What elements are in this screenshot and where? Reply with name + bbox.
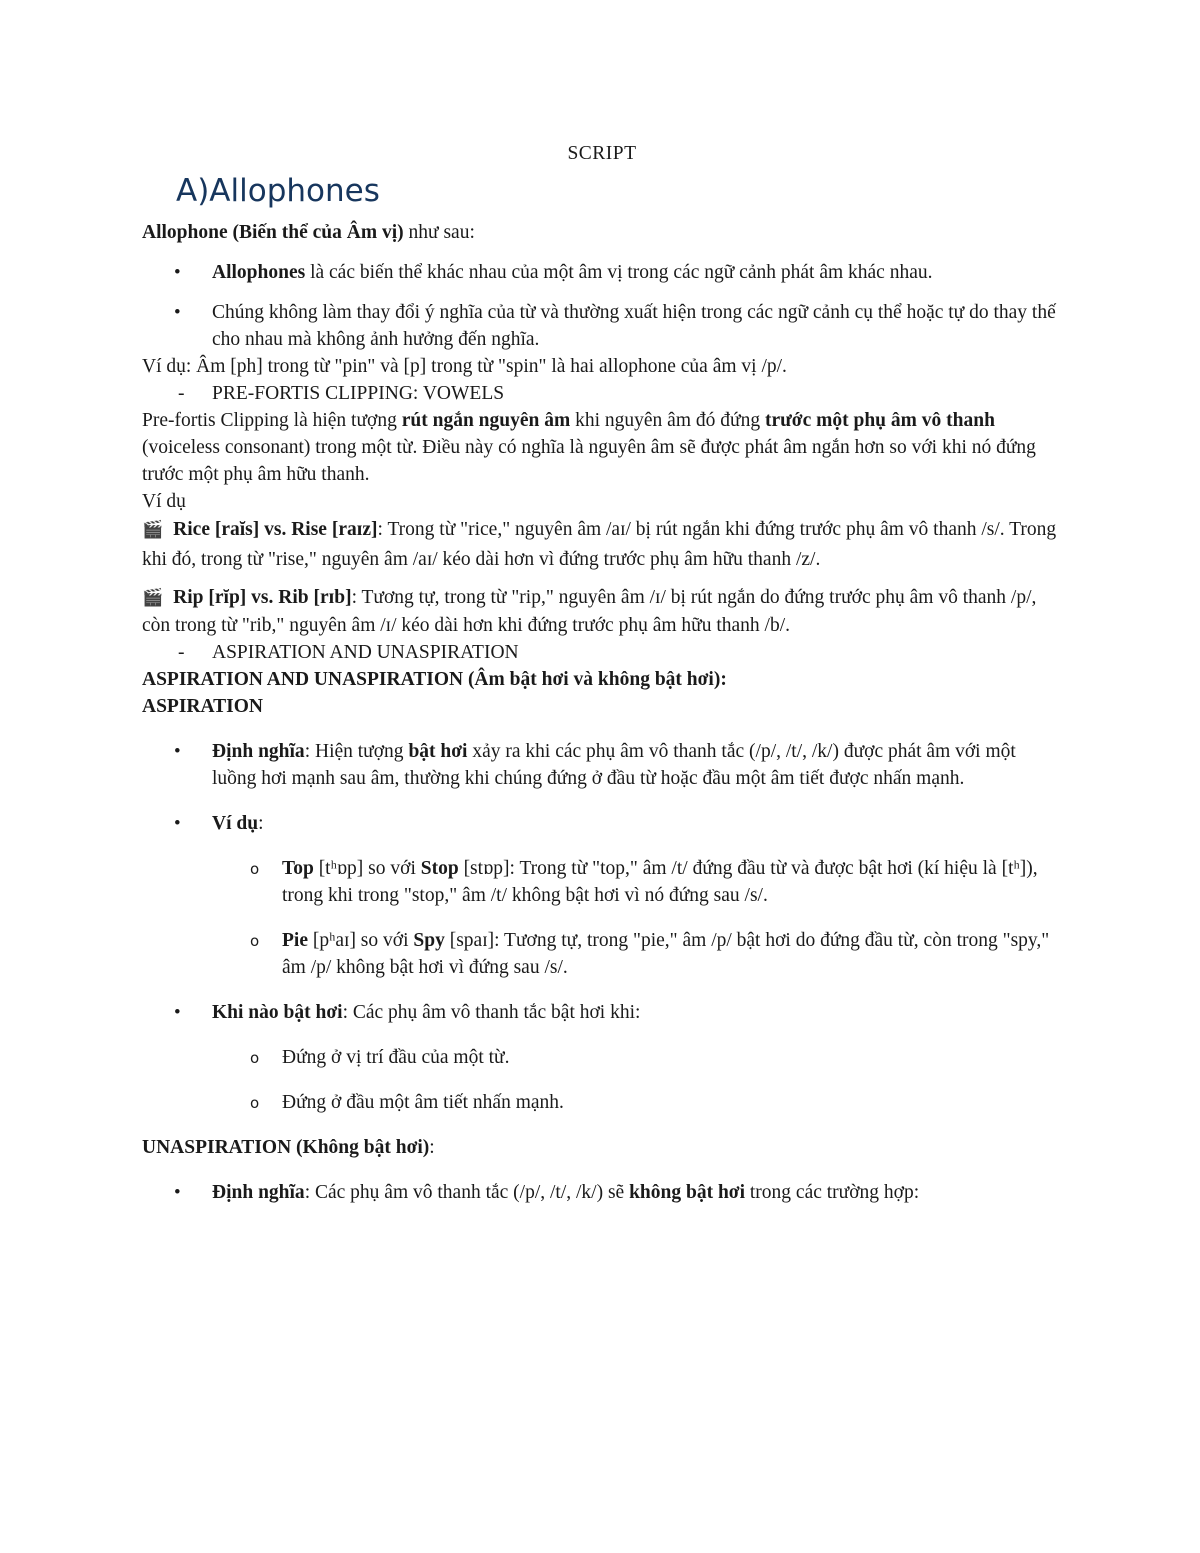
- vidu-label: Ví dụ: [142, 491, 186, 512]
- bullet-bold: Định nghĩa: [212, 1182, 305, 1203]
- list-item: [212, 855, 1062, 909]
- bold-run: trước một phụ âm vô thanh: [764, 410, 995, 431]
- bold-run: rút ngắn nguyên âm: [401, 410, 571, 431]
- example-text: : Tương tự, trong từ "rip," nguyên âm /ɪ/ bị rút ngắn do đứng trước phụ âm vô thanh /p/, còn trong từ "rib," nguyên âm /ɪ/ kéo dài hơn khi đứng trước phụ âm hữu thanh /b/.: [142, 587, 1037, 636]
- prefortis-paragraph: [142, 407, 1062, 488]
- example-text: : Trong từ "rice," nguyên âm /aɪ/ bị rút ngắn khi đứng trước phụ âm vô thanh /s/. Trong khi đó, trong từ "rise," nguyên âm /aɪ/ kéo dài hơn vì đứng trước phụ âm hữu thanh /z/.: [142, 519, 1057, 570]
- intro-bold: Allophone (Biến thể của Âm vị): [142, 222, 404, 243]
- clipping-examples: [142, 515, 1062, 639]
- bullet-text: :: [258, 813, 264, 834]
- list-item: [142, 259, 1062, 286]
- unaspiration-bullet-list: [142, 1179, 1062, 1206]
- section-heading-allophones: A)Allophones: [176, 173, 380, 209]
- list-item: [142, 299, 1062, 353]
- sub-bold: Top: [282, 858, 314, 879]
- aspiration-bullet-list: [142, 738, 1062, 1116]
- bullet-text: : Các phụ âm vô thanh tắc bật hơi khi:: [342, 1002, 641, 1023]
- aspiration-label: [142, 693, 1062, 720]
- bullet-bold: không bật hơi: [629, 1182, 746, 1203]
- bullet-bold: Ví dụ: [212, 813, 259, 834]
- example-rip: [142, 584, 1062, 639]
- list-item: [142, 810, 1062, 981]
- bullet-text: xảy ra khi các phụ âm vô thanh tắc (/p/, /t/, /k/) được phát âm với một luồng hơi mạnh sau âm, thường khi chúng đứng ở đầu từ hoặc đầu một âm tiết được nhấn mạnh.: [212, 741, 1016, 789]
- label-bold: ASPIRATION: [142, 696, 263, 717]
- intro-rest: như sau:: [403, 222, 475, 243]
- allophone-example: Ví dụ: Âm [ph] trong từ "pin" và [p] trong từ "spin" là hai allophone của âm vị /p/.: [142, 356, 787, 377]
- bullet-bold: Khi nào bật hơi: [212, 1002, 343, 1023]
- example-bold: Rice [raĭs] vs. Rise [raɪz]: [173, 519, 378, 540]
- list-item: [142, 999, 1062, 1116]
- sub-text: [stɒp]: Trong từ "top," âm /t/ đứng đầu từ và được bật hơi (kí hiệu là [tʰ]), trong khi trong "stop," âm /t/ không bật hơi vì nó đứng sau /s/.: [282, 858, 1038, 906]
- bullet-text: : Hiện tượng: [304, 741, 409, 762]
- section-dash-prefortis: - PRE-FORTIS CLIPPING: VOWELS: [142, 380, 1062, 407]
- example-rice: [142, 515, 1062, 574]
- heading-bold: ASPIRATION AND UNASPIRATION (Âm bật hơi và không bật hơi):: [142, 669, 727, 690]
- bullet-bold: bật hơi: [408, 741, 468, 762]
- document-page: [142, 140, 1062, 1219]
- sub-bold: Stop: [420, 858, 459, 879]
- list-item: [142, 738, 1062, 792]
- clapperboard-icon: 🎬: [142, 588, 164, 608]
- section-dash-aspiration: - ASPIRATION AND UNASPIRATION: [142, 639, 1062, 666]
- heading-rest: :: [429, 1137, 435, 1158]
- bullet-text: Chúng không làm thay đổi ý nghĩa của từ và thường xuất hiện trong các ngữ cảnh cụ thể hoặc tự do thay thế cho nhau mà không ảnh hưởng đến nghĩa.: [212, 302, 1056, 350]
- sub-text: [spaɪ]: Tương tự, trong "pie," âm /p/ bật hơi do đứng đầu từ, còn trong "spy," âm /p/ không bật hơi vì đứng sau /s/.: [282, 930, 1050, 978]
- clapperboard-icon: 🎬: [142, 520, 164, 540]
- heading-bold: UNASPIRATION (Không bật hơi): [142, 1137, 430, 1158]
- text-run: Pre-fortis Clipping là hiện tượng: [142, 410, 402, 431]
- list-item: [142, 1179, 1062, 1206]
- bullet-text: trong các trường hợp:: [745, 1182, 920, 1203]
- list-item: [212, 927, 1062, 981]
- example-sub-list: [212, 855, 1062, 981]
- intro-paragraph: [142, 219, 1062, 246]
- bullet-bold: Định nghĩa: [212, 741, 305, 762]
- when-sub-list: [212, 1044, 1062, 1116]
- text-run: khi nguyên âm đó đứng: [570, 410, 765, 431]
- aspiration-section-heading: [142, 666, 1062, 693]
- list-item: o Đứng ở đầu một âm tiết nhấn mạnh.: [212, 1089, 1062, 1116]
- allophone-bullet-list: [142, 259, 1062, 353]
- bullet-text: là các biến thể khác nhau của một âm vị trong các ngữ cảnh phát âm khác nhau.: [305, 262, 933, 283]
- text-run: (voiceless consonant) trong một từ. Điều này có nghĩa là nguyên âm sẽ được phát âm ngắn hơn so với khi nó đứng trước một phụ âm hữu thanh.: [142, 437, 1036, 485]
- unaspiration-heading: [142, 1134, 1062, 1161]
- bullet-text: : Các phụ âm vô thanh tắc (/p/, /t/, /k/) sẽ: [304, 1182, 630, 1203]
- sub-bold: Spy: [413, 930, 445, 951]
- bullet-bold: Allophones: [212, 262, 306, 283]
- sub-text: [tʰɒp] so với: [313, 858, 421, 879]
- sub-text: [pʰaɪ] so với: [307, 930, 414, 951]
- list-item: o Đứng ở vị trí đầu của một từ.: [212, 1044, 1062, 1071]
- sub-bold: Pie: [282, 930, 308, 951]
- document-title: SCRIPT: [567, 143, 637, 164]
- example-bold: Rip [rĭp] vs. Rib [rɪb]: [173, 587, 352, 608]
